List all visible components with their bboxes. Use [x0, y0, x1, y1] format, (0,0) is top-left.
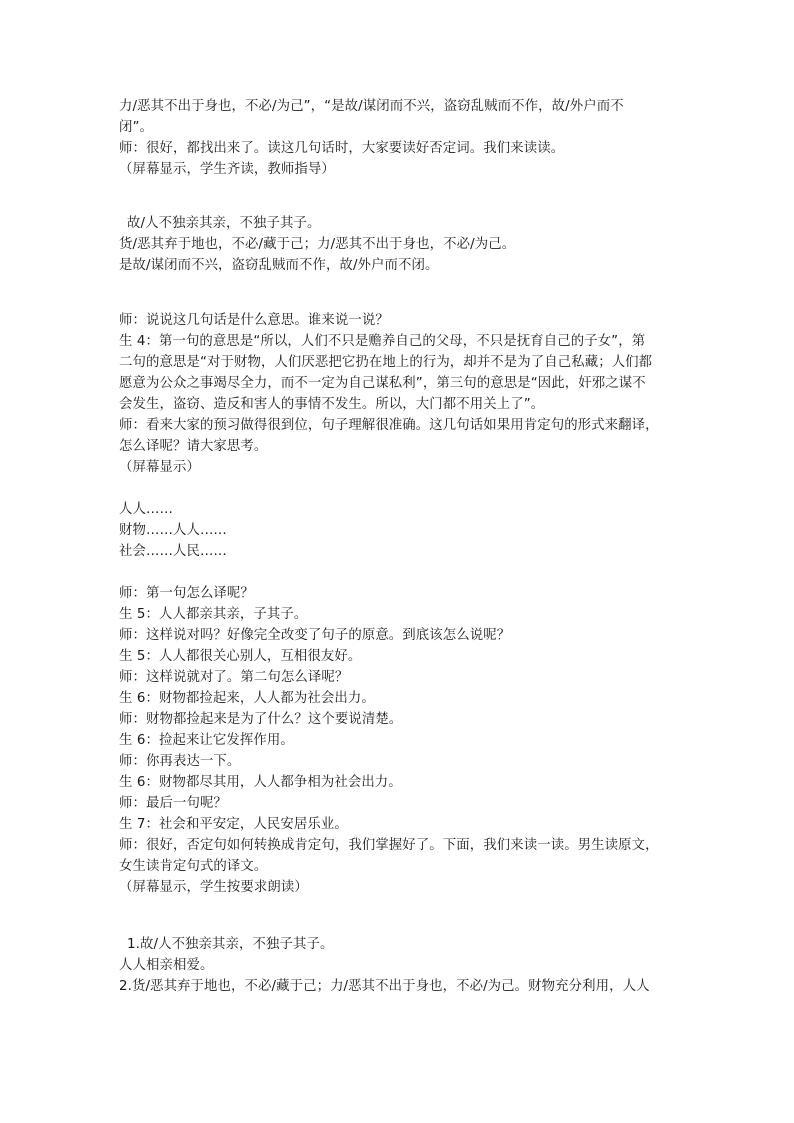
- text-line: 生 6：捡起来让它发挥作用。: [119, 733, 294, 748]
- document-body: [119, 96, 679, 997]
- paragraph-gap: [119, 180, 679, 213]
- text-line: 师：很好，否定句如何转换成肯定句，我们掌握好了。下面，我们来读一读。男生读原文，: [119, 838, 659, 853]
- text-line: 师：很好，都找出来了。读这几句话时，大家要读好否定词。我们来读读。: [119, 141, 565, 156]
- screen-line: 2.货/恶其弃于地也，不必/藏于己；力/恶其不出于身也，不必/为己。财物充分利用，人人: [119, 979, 650, 994]
- text-line: 师：说说这几句话是什么意思。谁来说一说？: [119, 313, 389, 328]
- paragraph-gap: [119, 898, 679, 934]
- text-line: （屏幕显示，学生按要求朗读）: [119, 880, 308, 895]
- paragraph-gap: [119, 562, 679, 583]
- text-line: 怎么译呢？请大家思考。: [119, 439, 268, 454]
- screen-line: 财物……人人……: [119, 523, 227, 538]
- text-line: 师：财物都捡起来是为了什么？这个要说清楚。: [119, 712, 403, 727]
- text-line: 师：看来大家的预习做得很到位，句子理解很准确。这几句话如果用肯定句的形式来翻译，: [119, 418, 659, 433]
- screen-line: 社会……人民……: [119, 544, 227, 559]
- text-line: 生 5：人人都亲其亲，子其子。: [119, 607, 308, 622]
- text-line: 生 5：人人都很关心别人，互相很友好。: [119, 649, 362, 664]
- text-line: 师：最后一句呢？: [119, 796, 227, 811]
- text-line: （屏幕显示，学生齐读，教师指导）: [119, 162, 335, 177]
- text-line: 愿意为公众之事竭尽全力，而不一定为自己谋私利”，第三句的意思是“因此，奸邪之谋不: [119, 376, 646, 391]
- screen-line: 是故/谋闭而不兴，盗窃乱贼而不作，故/外户而不闭。: [119, 258, 439, 273]
- text-line: 会发生，盗窃、造反和害人的事情不发生。所以，大门都不用关上了”。: [119, 397, 545, 412]
- text-line: 女生读肯定句式的译文。: [119, 859, 268, 874]
- text-line: 生 6：财物都捡起来，人人都为社会出力。: [119, 691, 375, 706]
- text-line: 生 7：社会和平安定，人民安居乐业。: [119, 817, 348, 832]
- text-line: 师：这样说就对了。第二句怎么译呢？: [119, 670, 349, 685]
- text-line: 师：你再表达一下。: [119, 754, 241, 769]
- screen-line: 人人……: [119, 502, 173, 517]
- text-line: （屏幕显示）: [119, 460, 200, 475]
- screen-line: 人人相亲相爱。: [119, 958, 214, 973]
- text-line: 师：第一句怎么译呢？: [119, 586, 254, 601]
- text-line: 二句的意思是“对于财物，人们厌恶把它扔在地上的行为，却并不是为了自己私藏；人们都: [119, 355, 653, 370]
- text-line: 力/恶其不出于身也，不必/为己”，“是故/谋闭而不兴，盗窃乱贼而不作，故/外户而不: [119, 99, 624, 114]
- text-line: 闭”。: [119, 120, 154, 135]
- screen-line: 1.故/人不独亲其亲，不独子其子。: [127, 937, 334, 952]
- paragraph-gap: [119, 478, 679, 499]
- text-line: 生 4：第一句的意思是“所以，人们不只是赡养自己的父母，不只是抚育自己的子女”，第: [119, 334, 646, 349]
- text-line: 师：这样说对吗？好像完全改变了句子的原意。到底该怎么说呢？: [119, 628, 511, 643]
- screen-line: 故/人不独亲其亲，不独子其子。: [127, 216, 321, 231]
- text-line: 生 6：财物都尽其用，人人都争相为社会出力。: [119, 775, 402, 790]
- screen-line: 货/恶其弃于地也，不必/藏于己；力/恶其不出于身也，不必/为己。: [119, 237, 516, 252]
- paragraph-gap: [119, 276, 679, 310]
